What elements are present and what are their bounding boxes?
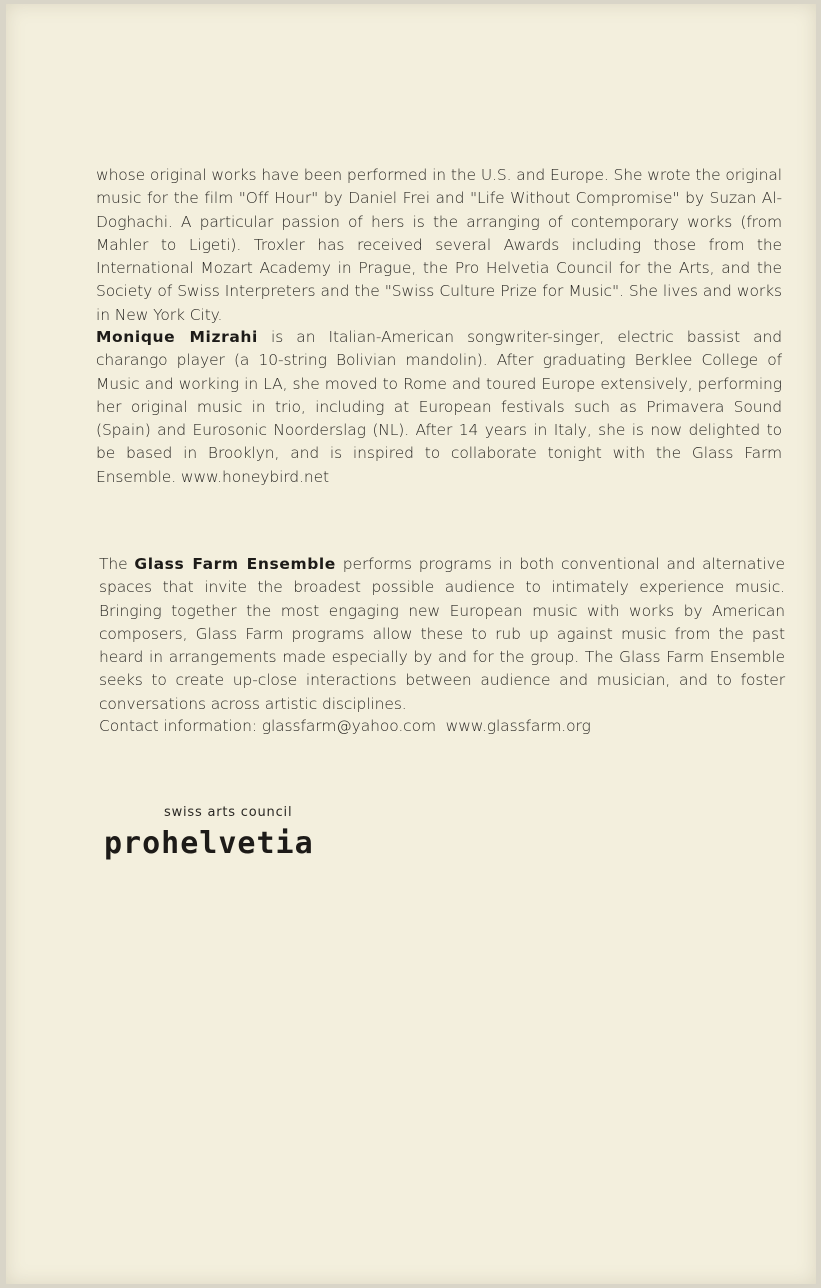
ensemble-name: Glass Farm Ensemble: [134, 555, 336, 573]
bio-mizrahi-paragraph: [96, 326, 782, 489]
swiss-arts-council-label: swiss arts council: [164, 805, 293, 820]
ensemble-paragraph: [99, 553, 785, 716]
contact-information: Contact information: glassfarm@yahoo.com www.glassfarm.org: [99, 717, 591, 735]
ensemble-text: performs programs in both conventional and alternative spaces that invite the broadest possible audience to intimately experience music. Bringing together the most engaging new European music with works by American composers, Glass Farm programs allow these to rub up against music from the past heard in arrangements made especially by and for the group. The Glass Farm Ensemble seeks to create up-close interactions between audience and musician, and to foster conversations across artistic disciplines.: [99, 555, 785, 713]
document-page: [6, 4, 816, 1284]
mizrahi-name: Monique Mizrahi: [96, 328, 258, 346]
prohelvetia-logo: prohelvetia: [104, 826, 314, 861]
bio-troxler-paragraph: whose original works have been performed in the U.S. and Europe. She wrote the original music for the film "Off Hour" by Daniel Frei and "Life Without Compromise" by Suzan Al-Doghachi. A particular passion of hers is the arranging of contemporary works (from Mahler to Ligeti). Troxler has received several Awards including those from the International Mozart Academy in Prague, the Pro Helvetia Council for the Arts, and the Society of Swiss Interpreters and the "Swiss Culture Prize for Music". She lives and works in New York City.: [96, 166, 782, 324]
mizrahi-bio-text: is an Italian-American songwriter-singer, electric bassist and charango player (a 10-string Bolivian mandolin). After graduating Berklee College of Music and working in LA, she moved to Rome and toured Europe extensively, performing her original music in trio, including at European festivals such as Primavera Sound (Spain) and Eurosonic Noorderslag (NL). After 14 years in Italy, she is now delighted to be based in Brooklyn, and is inspired to collaborate tonight with the Glass Farm Ensemble. www.honeybird.net: [96, 328, 783, 486]
ensemble-lead: The: [99, 555, 135, 573]
